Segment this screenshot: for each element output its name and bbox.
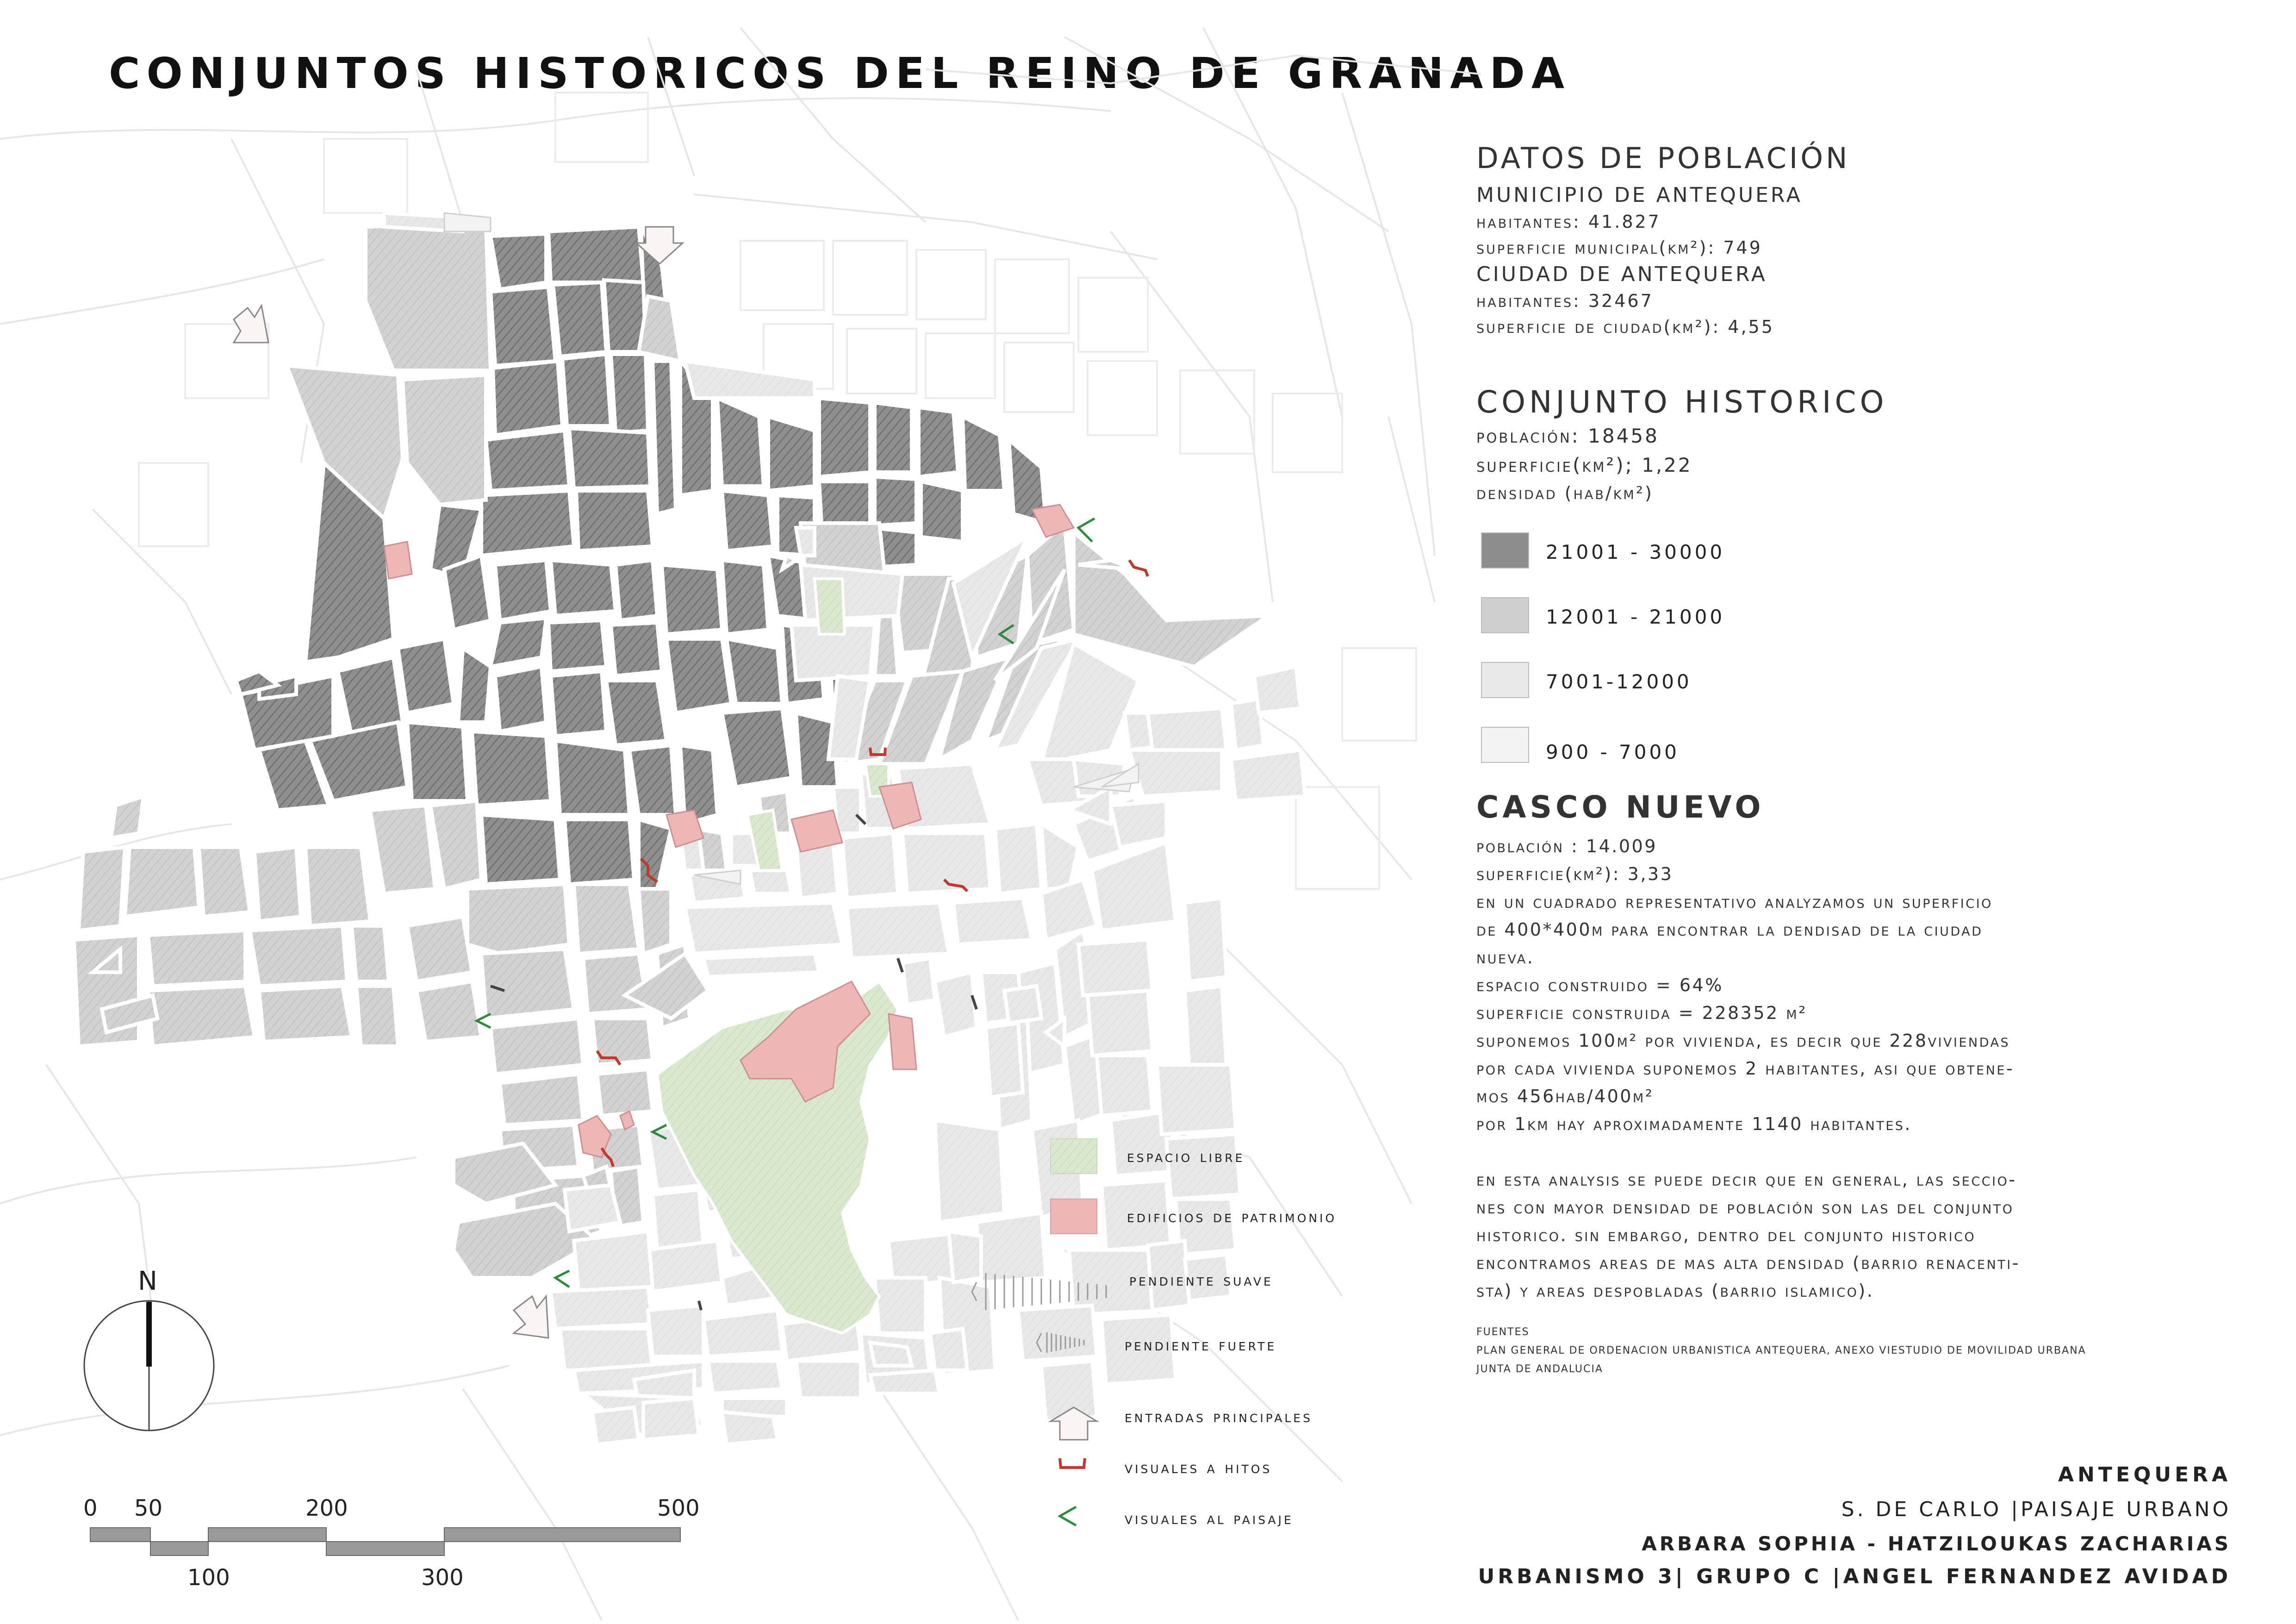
density-swatch-mid bbox=[1481, 597, 1529, 633]
analysis-line: en esta analysis se puede decir que en general, las seccio- bbox=[1476, 1169, 2017, 1190]
ciudad-habitantes: habitantes: 32467 bbox=[1476, 291, 1654, 311]
scale-label-200: 200 bbox=[305, 1495, 348, 1521]
casco-line: suponemos 100m² por vivienda, es decir que 228viviendas bbox=[1476, 1031, 2010, 1051]
scale-bar bbox=[90, 1528, 680, 1555]
scale-label-300: 300 bbox=[421, 1565, 464, 1591]
scale-label-500: 500 bbox=[657, 1495, 700, 1521]
credit-course: S. DE CARLO |PAISAJE URBANO bbox=[1841, 1498, 2231, 1521]
north-label: N bbox=[138, 1266, 157, 1296]
credit-authors: ARBARA SOPHIA - HATZILOUKAS ZACHARIAS bbox=[1642, 1532, 2231, 1555]
legend-espacio-libre: espacio libre bbox=[1127, 1147, 1245, 1166]
casco-line: por 1km hay aproximadamente 1140 habitantes. bbox=[1476, 1114, 1912, 1134]
casco-line: por cada vivienda suponemos 2 habitantes, asi que obtene- bbox=[1476, 1058, 2015, 1079]
casco-line: superficie(km²): 3,33 bbox=[1476, 864, 1674, 884]
density-label-low: 7001-12000 bbox=[1546, 670, 1692, 693]
legend-entradas: entradas principales bbox=[1125, 1407, 1313, 1426]
legend-hitos: visuales a hitos bbox=[1125, 1458, 1272, 1477]
density-swatch-min bbox=[1481, 727, 1529, 763]
casco-line: de 400*400m para encontrar la dendisad de la ciudad bbox=[1476, 919, 1983, 940]
datos-panel bbox=[1476, 141, 2291, 337]
conjunto-poblacion: población: 18458 bbox=[1476, 425, 1659, 447]
casco-panel bbox=[1476, 789, 2291, 1379]
map-title: CONJUNTOS HISTORICOS DEL REINO DE GRANADA bbox=[109, 49, 1571, 98]
conjunto-densidad: densidad (hab/km²) bbox=[1476, 483, 1654, 503]
ciudad-superficie: superficie de ciudad(km²): 4,55 bbox=[1476, 317, 1774, 337]
casco-line: nueva. bbox=[1476, 947, 1535, 968]
credit-group: URBANISMO 3| GRUPO C |ANGEL FERNANDEZ AVIDAD bbox=[1478, 1565, 2231, 1588]
fuentes-line: JUNTA DE ANDALUCIA bbox=[1476, 1363, 1603, 1375]
casco-line: mos 456hab/400m² bbox=[1476, 1086, 1654, 1106]
legend-paisaje: visuales al paisaje bbox=[1125, 1509, 1294, 1528]
density-swatch-high bbox=[1481, 532, 1529, 568]
analysis-line: nes con mayor densidad de población son las del conjunto bbox=[1476, 1197, 2014, 1218]
casco-line: superficie construida = 228352 m² bbox=[1476, 1003, 1807, 1023]
density-label-high: 21001 - 30000 bbox=[1546, 541, 1725, 563]
density-label-mid: 12001 - 21000 bbox=[1546, 606, 1725, 628]
casco-line: población : 14.009 bbox=[1476, 836, 1657, 856]
municipio-habitantes: habitantes: 41.827 bbox=[1476, 212, 1661, 232]
conjunto-panel bbox=[1476, 384, 2291, 503]
municipio-superficie: superficie municipal(km²): 749 bbox=[1476, 237, 1762, 258]
datos-heading: DATOS DE POBLACIÓN bbox=[1476, 141, 1850, 175]
analysis-line: historico. sin embargo, dentro del conjunto historico bbox=[1476, 1225, 1976, 1245]
scale-label-0: 0 bbox=[83, 1495, 98, 1521]
casco-line: espacio construido = 64% bbox=[1476, 975, 1724, 995]
scale-label-100: 100 bbox=[187, 1565, 230, 1591]
north-compass bbox=[84, 1301, 214, 1430]
legend-edificios: edificios de patrimonio bbox=[1127, 1207, 1337, 1226]
scale-label-50: 50 bbox=[134, 1495, 163, 1521]
legend-pendiente-suave: pendiente suave bbox=[1129, 1271, 1273, 1290]
credit-place: ANTEQUERA bbox=[2058, 1463, 2231, 1487]
casco-line: en un cuadrado representativo analyzamos un superficio bbox=[1476, 892, 1993, 912]
conjunto-heading: CONJUNTO HISTORICO bbox=[1476, 384, 1888, 420]
legend-pendiente-fuerte: pendiente fuerte bbox=[1125, 1336, 1277, 1355]
municipio-title: MUNICIPIO DE ANTEQUERA bbox=[1476, 183, 1803, 207]
density-swatch-low bbox=[1481, 662, 1529, 698]
fuentes-heading: FUENTES bbox=[1476, 1326, 1530, 1338]
ciudad-title: CIUDAD DE ANTEQUERA bbox=[1476, 262, 1767, 286]
casco-heading: CASCO NUEVO bbox=[1476, 789, 1765, 825]
fuentes-line: PLAN GENERAL DE ORDENACION URBANISTICA ANTEQUERA, ANEXO VIESTUDIO DE MOVILIDAD URBANA bbox=[1476, 1345, 2086, 1356]
analysis-line: sta) y areas despobladas (barrio islamico). bbox=[1476, 1280, 1874, 1301]
analysis-line: encontramos areas de mas alta densidad (barrio renacenti- bbox=[1476, 1253, 2020, 1273]
density-label-min: 900 - 7000 bbox=[1546, 741, 1680, 763]
conjunto-superficie: superficie(km²); 1,22 bbox=[1476, 454, 1692, 476]
